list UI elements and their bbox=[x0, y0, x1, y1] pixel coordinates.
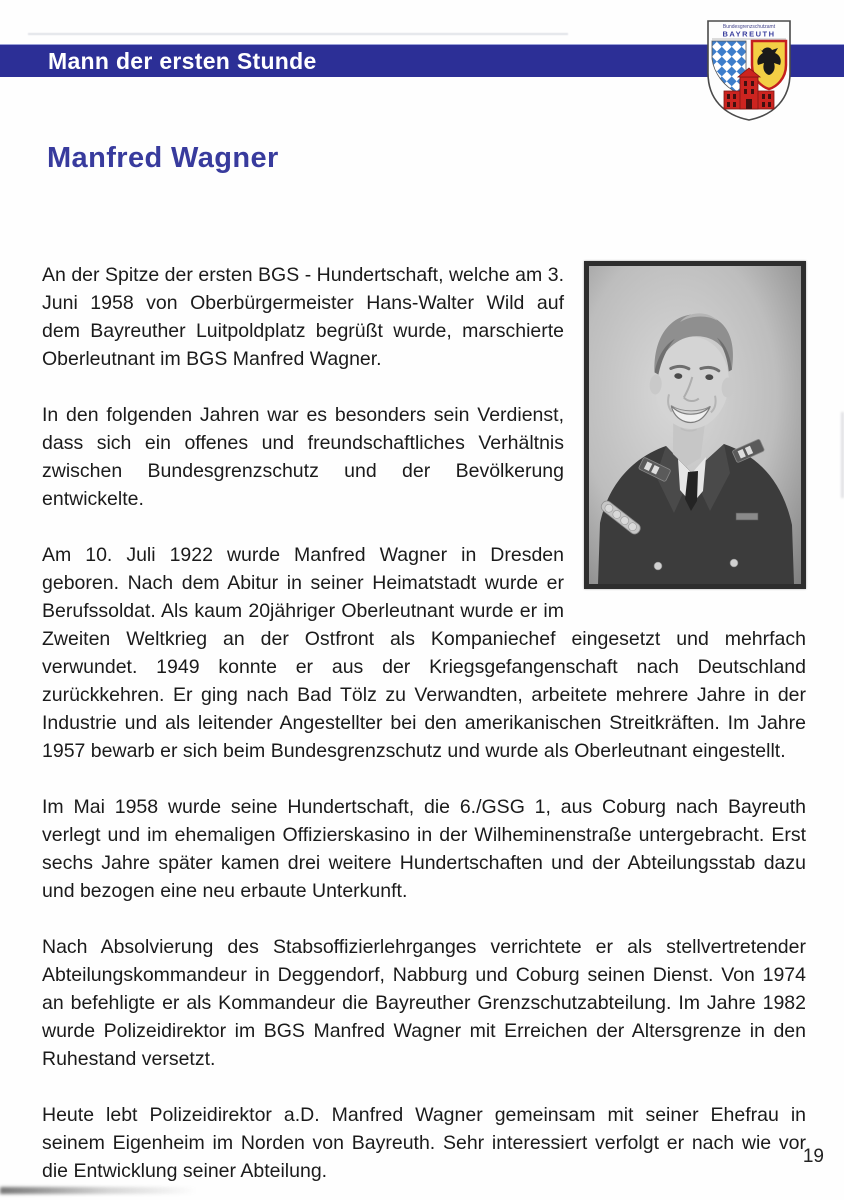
paragraph-2: In den folgenden Jahren war es besonders sein Verdienst, dass sich ein offenes und freundschaftliches Verhältnis zwischen Bundesgrenzschutz und der Bevölkerung entwickelte. bbox=[42, 404, 564, 510]
crest-city-label: BAYREUTH bbox=[722, 29, 776, 39]
portrait-svg bbox=[584, 261, 806, 589]
scan-artifact-bottom bbox=[0, 1187, 196, 1194]
paragraph-5: Nach Absolvierung des Stabsoffizierlehrganges verrichtete er als stellvertretender Abteilungskommandeur in Deggendorf, Nabburg und Coburg seinen Dienst. Von 1974 an befehligte er als Kommandeur die Bayreuther Grenzschutzabteilung. Im Jahre 1982 wurde Polizeidirektor im BGS Manfred Wagner mit Erreichen der Altersgrenze in den Ruhestand versetzt. bbox=[42, 936, 806, 1070]
paragraph-6: Heute lebt Polizeidirektor a.D. Manfred Wagner gemeinsam mit seiner Ehefrau in seinem Eigenheim im Norden von Bayreuth. Sehr interessiert verfolgt er nach wie vor die Entwicklung seiner Abteilung. bbox=[42, 1104, 806, 1182]
crest-org-label: Bundesgrenzschutzamt bbox=[722, 24, 776, 30]
paragraph-1: An der Spitze der ersten BGS - Hundertschaft, welche am 3. Juni 1958 von Oberbürgermeister Hans-Walter Wild auf dem Bayreuther Luitpoldplatz begrüßt wurde, marschierte Oberleutnant im BGS Manfred Wagner. bbox=[42, 264, 564, 370]
bgs-bayreuth-crest-icon bbox=[702, 16, 796, 124]
crest-svg bbox=[702, 16, 796, 124]
paragraph-3: Am 10. Juli 1922 wurde Manfred Wagner in Dresden geboren. Nach dem Abitur in seiner Heimatstadt wurde er Berufssoldat. Als kaum 20jähriger Oberleutnant wurde er im Zweiten Weltkrieg an der Ostfront als Kompaniechef eingesetzt und mehrfach verwundet. 1949 konnte er aus der Kriegsgefangenschaft nach Deutschland zurückkehren. Er ging nach Bad Tölz zu Verwandten, arbeitete mehrere Jahre in der Industrie und als leitender Angestellter bei den amerikanischen Streitkräften. Im Jahre 1957 bewarb er sich beim Bundesgrenzschutz und wurde als Oberleutnant eingestellt. bbox=[42, 544, 806, 762]
header-title: Mann der ersten Stunde bbox=[48, 48, 317, 74]
scan-artifact-top bbox=[28, 33, 568, 35]
page-number: 19 bbox=[802, 1146, 824, 1167]
article-body bbox=[42, 261, 806, 1185]
article bbox=[42, 142, 806, 1185]
portrait-photo bbox=[584, 261, 806, 589]
paragraph-4: Im Mai 1958 wurde seine Hundertschaft, die 6./GSG 1, aus Coburg nach Bayreuth verlegt und im ehemaligen Offizierskasino in der Wilheminenstraße untergebracht. Erst sechs Jahre später kamen drei weitere Hundertschaften und der Abteilungsstab dazu und bezogen eine neu erbaute Unterkunft. bbox=[42, 796, 806, 902]
article-title: Manfred Wagner bbox=[47, 142, 279, 174]
